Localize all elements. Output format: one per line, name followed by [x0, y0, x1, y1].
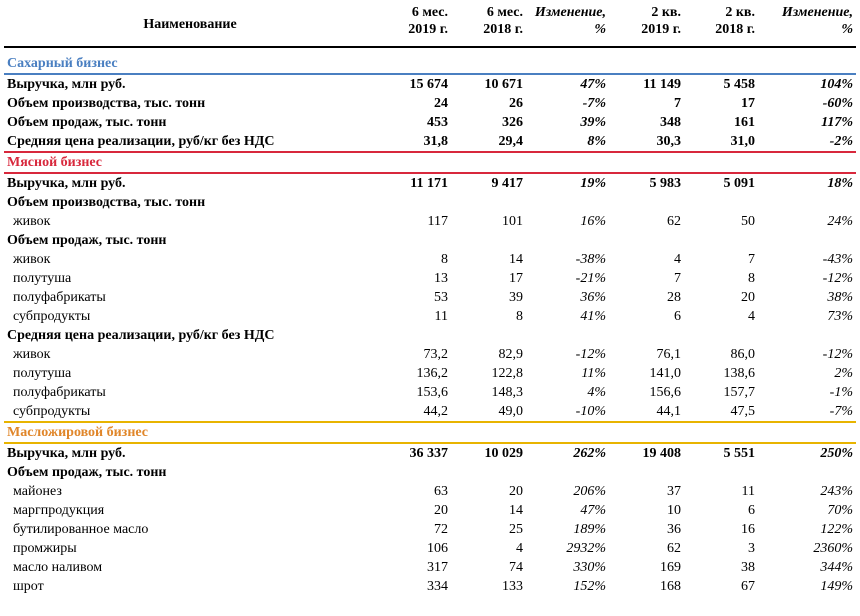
cell-h1-2018: 326 — [502, 115, 523, 130]
table-row — [4, 231, 856, 250]
cell-h1-change: 19% — [580, 176, 606, 191]
cell-q2-2019: 5 983 — [649, 176, 681, 191]
cell-q2-2018: 16 — [741, 522, 755, 537]
cell-q2-2019: 348 — [660, 115, 681, 130]
table-row — [4, 132, 856, 152]
cell-h1-2019: 36 337 — [409, 446, 448, 461]
cell-q2-2018 — [684, 463, 758, 482]
cell-q2-2019: 19 408 — [642, 446, 681, 461]
cell-h1-2018: 17 — [509, 271, 523, 286]
cell-q2-2018: 3 — [748, 541, 755, 556]
cell-h1-change: -7% — [582, 96, 606, 111]
cell-h1-change: 16% — [580, 214, 606, 229]
cell-q2-change: 117% — [821, 115, 853, 130]
cell-h1-2018: 4 — [516, 541, 523, 556]
row-name: промжиры — [13, 541, 77, 556]
cell-h1-2019: 11 — [434, 309, 448, 324]
cell-q2-change: 73% — [827, 309, 853, 324]
table-row — [4, 558, 856, 577]
cell-h1-change — [526, 463, 609, 482]
table-row — [4, 74, 856, 94]
row-name: шрот — [13, 579, 44, 594]
cell-q2-2018: 11 — [741, 484, 755, 499]
cell-q2-2018: 17 — [741, 96, 755, 111]
table-row — [4, 443, 856, 463]
section-title: Масложировой бизнес — [4, 422, 856, 443]
cell-h1-2019: 453 — [427, 115, 448, 130]
cell-q2-2019 — [609, 231, 684, 250]
cell-q2-2019: 10 — [667, 503, 681, 518]
cell-h1-2019: 72 — [434, 522, 448, 537]
table-header-row — [4, 0, 856, 47]
cell-h1-2018: 25 — [509, 522, 523, 537]
cell-q2-2018: 67 — [741, 579, 755, 594]
cell-q2-2018: 157,7 — [723, 385, 755, 400]
cell-q2-change: -7% — [758, 402, 856, 422]
row-name: полутуша — [13, 271, 72, 286]
cell-h1-2019: 44,2 — [376, 402, 451, 422]
cell-h1-change: 2932% — [566, 541, 606, 556]
table-row — [4, 326, 856, 345]
table-row — [4, 520, 856, 539]
cell-h1-2018: 74 — [509, 560, 523, 575]
cell-h1-2018: 82,9 — [498, 347, 523, 362]
cell-h1-change: 39% — [580, 115, 606, 130]
cell-q2-change: 104% — [820, 77, 853, 92]
cell-q2-2018: 6 — [748, 503, 755, 518]
cell-q2-change: 24% — [827, 214, 853, 229]
cell-q2-2018: 5 551 — [723, 446, 755, 461]
cell-q2-2019 — [609, 193, 684, 212]
row-name: полуфабрикаты — [13, 290, 106, 305]
table-row — [4, 250, 856, 269]
cell-h1-2019: 11 171 — [410, 176, 448, 191]
cell-q2-2019: 36 — [667, 522, 681, 537]
cell-q2-change: 2360% — [813, 541, 853, 556]
cell-q2-change: -2% — [758, 132, 856, 152]
cell-h1-2018: 122,8 — [491, 366, 523, 381]
cell-q2-2019: 37 — [667, 484, 681, 499]
cell-h1-change: 330% — [573, 560, 606, 575]
header-q2-2019: 2 кв. 2019 г. — [641, 5, 681, 37]
cell-h1-2018 — [451, 193, 526, 212]
row-name: живок — [13, 252, 51, 267]
cell-h1-2018: 14 — [509, 503, 523, 518]
table-row — [4, 307, 856, 326]
table-row — [4, 364, 856, 383]
row-name: Объем производства, тыс. тонн — [7, 96, 206, 111]
table-row — [4, 94, 856, 113]
cell-h1-2019: 106 — [427, 541, 448, 556]
cell-h1-2018: 148,3 — [491, 385, 523, 400]
cell-q2-2018: 20 — [741, 290, 755, 305]
header-h1-2019: 6 мес. 2019 г. — [408, 5, 448, 37]
cell-h1-2019: 20 — [434, 503, 448, 518]
cell-q2-2019: 156,6 — [649, 385, 681, 400]
cell-q2-2019 — [609, 463, 684, 482]
cell-q2-2019: 62 — [667, 214, 681, 229]
cell-h1-2018: 9 417 — [491, 176, 523, 191]
cell-h1-change: -21% — [575, 271, 606, 286]
table-row — [4, 173, 856, 193]
cell-h1-2019 — [376, 326, 451, 345]
table-row — [4, 193, 856, 212]
row-name: бутилированное масло — [13, 522, 149, 537]
cell-q2-2019: 168 — [660, 579, 681, 594]
cell-q2-2019: 7 — [674, 96, 681, 111]
table-row — [4, 212, 856, 231]
cell-h1-2019: 334 — [427, 579, 448, 594]
row-name: субпродукты — [13, 309, 91, 324]
cell-h1-2018: 20 — [509, 484, 523, 499]
cell-h1-2019: 15 674 — [409, 77, 448, 92]
cell-h1-2018: 10 671 — [484, 77, 523, 92]
cell-h1-change: 47% — [580, 77, 606, 92]
cell-q2-change — [758, 463, 856, 482]
cell-h1-2019: 153,6 — [416, 385, 448, 400]
cell-q2-2018: 31,0 — [684, 132, 758, 152]
cell-q2-change: 38% — [827, 290, 853, 305]
cell-h1-2019: 317 — [427, 560, 448, 575]
cell-q2-2018: 86,0 — [730, 347, 755, 362]
cell-q2-2018 — [684, 326, 758, 345]
cell-h1-2018: 10 029 — [484, 446, 523, 461]
header-q2-change: Изменение, % — [781, 5, 853, 37]
cell-q2-change: 344% — [820, 560, 853, 575]
table-row — [4, 345, 856, 364]
header-h1-2018: 6 мес. 2018 г. — [483, 5, 523, 37]
cell-q2-change — [758, 193, 856, 212]
section-header-row — [4, 54, 856, 74]
cell-q2-change: 70% — [827, 503, 853, 518]
cell-q2-2019: 11 149 — [643, 77, 681, 92]
cell-h1-change: 8% — [526, 132, 609, 152]
cell-h1-2018: 14 — [509, 252, 523, 267]
spacer-row — [4, 47, 856, 54]
cell-h1-2019: 136,2 — [416, 366, 448, 381]
cell-q2-change: 2% — [834, 366, 853, 381]
table-row — [4, 501, 856, 520]
row-name: Объем производства, тыс. тонн — [7, 195, 206, 210]
cell-h1-change: 262% — [573, 446, 606, 461]
cell-h1-change: -12% — [575, 347, 606, 362]
table-row — [4, 463, 856, 482]
cell-q2-2019: 30,3 — [609, 132, 684, 152]
section-header-row — [4, 152, 856, 173]
cell-q2-2019: 76,1 — [656, 347, 681, 362]
cell-h1-2018: 39 — [509, 290, 523, 305]
row-name: живок — [13, 214, 51, 229]
row-name: полутуша — [13, 366, 72, 381]
cell-h1-change: 152% — [573, 579, 606, 594]
section-title: Мясной бизнес — [4, 152, 856, 173]
cell-h1-2019: 13 — [434, 271, 448, 286]
table-row — [4, 482, 856, 501]
cell-q2-2018 — [684, 193, 758, 212]
cell-h1-2019: 31,8 — [376, 132, 451, 152]
cell-h1-2018 — [451, 231, 526, 250]
cell-h1-2018: 49,0 — [451, 402, 526, 422]
cell-q2-2019: 62 — [667, 541, 681, 556]
cell-q2-2018: 8 — [748, 271, 755, 286]
row-name: Объем продаж, тыс. тонн — [7, 233, 167, 248]
cell-h1-change: -38% — [575, 252, 606, 267]
table-row — [4, 288, 856, 307]
cell-q2-change: 149% — [820, 579, 853, 594]
cell-h1-2019: 24 — [434, 96, 448, 111]
cell-q2-change: 18% — [827, 176, 853, 191]
cell-h1-change: -10% — [526, 402, 609, 422]
cell-h1-change: 189% — [573, 522, 606, 537]
section-header-row — [4, 422, 856, 443]
section-title: Сахарный бизнес — [4, 54, 856, 74]
row-name: Выручка, млн руб. — [7, 446, 126, 461]
cell-h1-change — [526, 326, 609, 345]
row-name: Объем продаж, тыс. тонн — [7, 115, 167, 130]
cell-q2-2019: 4 — [674, 252, 681, 267]
cell-h1-change: 11% — [581, 366, 606, 381]
cell-h1-change: 206% — [573, 484, 606, 499]
table-row — [4, 269, 856, 288]
cell-q2-change: -12% — [822, 271, 853, 286]
cell-h1-2019: 63 — [434, 484, 448, 499]
cell-q2-2018: 7 — [748, 252, 755, 267]
cell-q2-2019: 28 — [667, 290, 681, 305]
cell-h1-change — [526, 193, 609, 212]
cell-q2-change: 243% — [820, 484, 853, 499]
row-name: Средняя цена реализации, руб/кг без НДС — [7, 328, 275, 343]
cell-q2-change — [758, 326, 856, 345]
header-name: Наименование — [143, 16, 237, 32]
cell-q2-2019: 169 — [660, 560, 681, 575]
results-table — [4, 0, 856, 596]
cell-h1-2019: 73,2 — [423, 347, 448, 362]
cell-q2-change: 122% — [820, 522, 853, 537]
header-q2-2018: 2 кв. 2018 г. — [715, 5, 755, 37]
cell-h1-2019: 117 — [427, 214, 448, 229]
cell-q2-2019: 7 — [674, 271, 681, 286]
cell-q2-change: -43% — [822, 252, 853, 267]
cell-q2-change: -60% — [822, 96, 853, 111]
cell-q2-2018: 161 — [734, 115, 755, 130]
cell-h1-2018 — [451, 463, 526, 482]
cell-q2-2018 — [684, 231, 758, 250]
cell-q2-2019: 6 — [674, 309, 681, 324]
cell-h1-change: 4% — [587, 385, 606, 400]
row-name: майонез — [13, 484, 62, 499]
spacer-cell — [4, 47, 856, 54]
cell-q2-2018: 138,6 — [723, 366, 755, 381]
cell-h1-2018: 8 — [516, 309, 523, 324]
table-row — [4, 402, 856, 422]
row-name: маргпродукция — [13, 503, 105, 518]
cell-h1-2018 — [451, 326, 526, 345]
cell-h1-2019 — [376, 193, 451, 212]
cell-q2-change: 250% — [820, 446, 853, 461]
cell-h1-2019 — [376, 463, 451, 482]
row-name: субпродукты — [4, 402, 376, 422]
cell-q2-2018: 4 — [748, 309, 755, 324]
cell-q2-2018: 50 — [741, 214, 755, 229]
cell-h1-2018: 26 — [509, 96, 523, 111]
row-name: живок — [13, 347, 51, 362]
cell-q2-2019: 44,1 — [609, 402, 684, 422]
cell-q2-2018: 5 458 — [723, 77, 755, 92]
cell-q2-2018: 5 091 — [723, 176, 755, 191]
cell-q2-2019 — [609, 326, 684, 345]
table-row — [4, 383, 856, 402]
cell-q2-2018: 47,5 — [684, 402, 758, 422]
cell-q2-change: -1% — [829, 385, 853, 400]
table-row — [4, 577, 856, 596]
cell-h1-2018: 101 — [502, 214, 523, 229]
header-h1-change: Изменение, % — [534, 5, 606, 37]
table-body — [4, 47, 856, 596]
cell-q2-change: -12% — [822, 347, 853, 362]
table-row — [4, 539, 856, 558]
cell-h1-change: 41% — [580, 309, 606, 324]
cell-q2-2019: 141,0 — [649, 366, 681, 381]
row-name: Выручка, млн руб. — [7, 176, 126, 191]
cell-h1-2019: 8 — [441, 252, 448, 267]
cell-h1-change: 36% — [580, 290, 606, 305]
cell-h1-change — [526, 231, 609, 250]
cell-h1-2019: 53 — [434, 290, 448, 305]
cell-q2-change — [758, 231, 856, 250]
cell-h1-2018: 29,4 — [451, 132, 526, 152]
table-row — [4, 113, 856, 132]
row-name: Объем продаж, тыс. тонн — [7, 465, 167, 480]
row-name: полуфабрикаты — [13, 385, 106, 400]
row-name: Средняя цена реализации, руб/кг без НДС — [4, 132, 376, 152]
cell-q2-2018: 38 — [741, 560, 755, 575]
row-name: Выручка, млн руб. — [7, 77, 126, 92]
cell-h1-change: 47% — [580, 503, 606, 518]
row-name: масло наливом — [13, 560, 103, 575]
cell-h1-2018: 133 — [502, 579, 523, 594]
cell-h1-2019 — [376, 231, 451, 250]
